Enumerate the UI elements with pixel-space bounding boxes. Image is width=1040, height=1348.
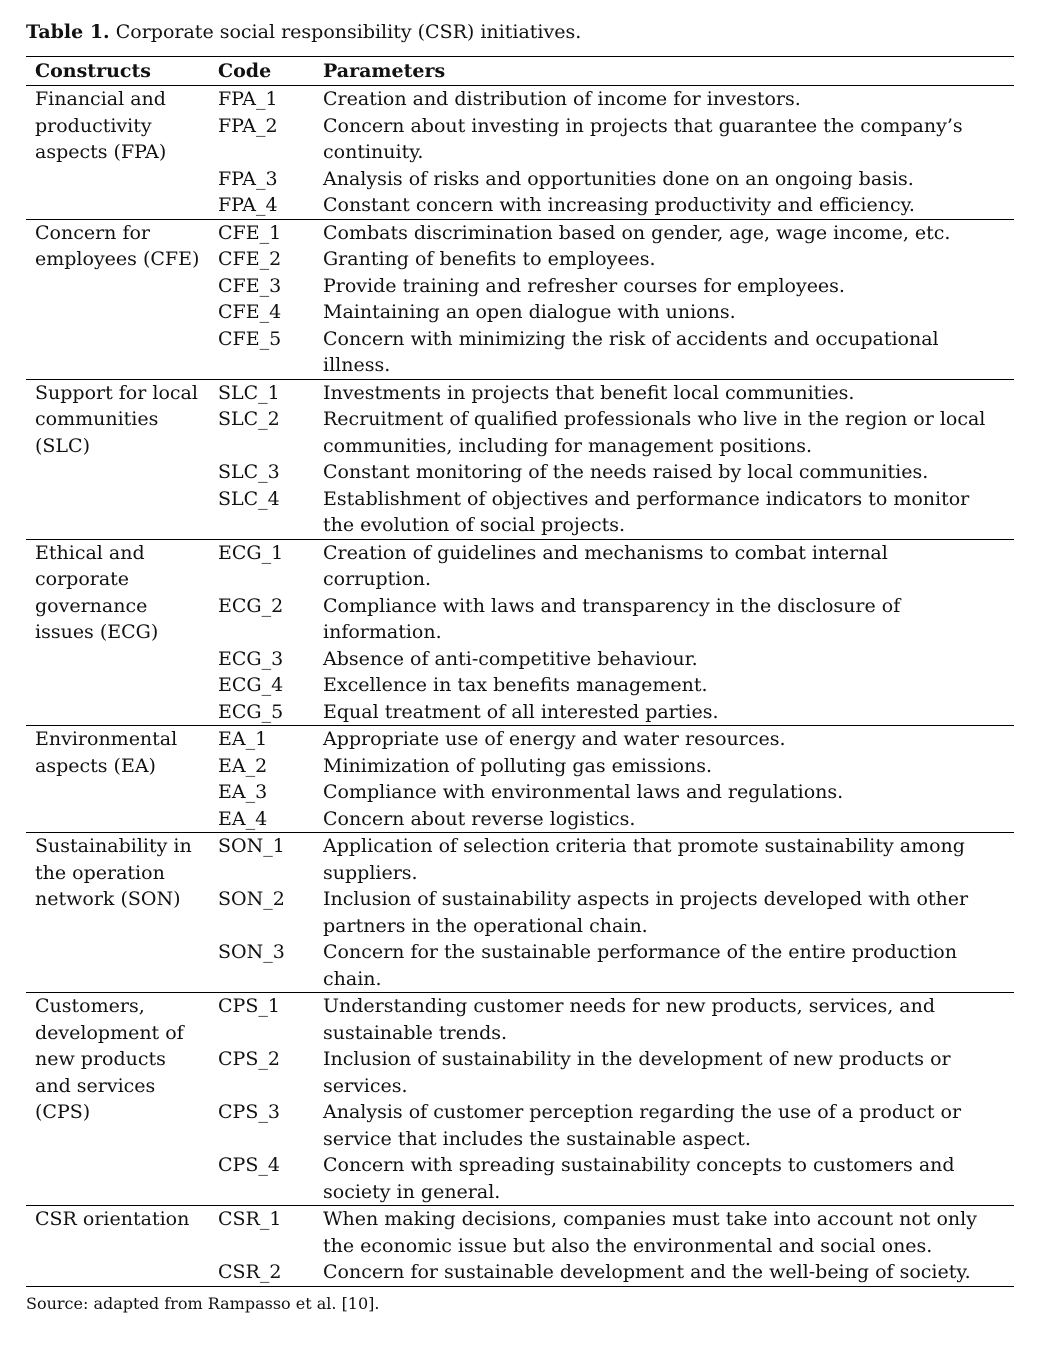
construct-group <box>26 993 1014 1206</box>
parameter-description: Recruitment of qualified professionals who live in the region or local communities, including for management positions. <box>323 408 986 457</box>
parameter-description: Minimization of polluting gas emissions. <box>323 754 713 777</box>
construct-rows <box>218 220 1014 379</box>
parameter-description: Concern about reverse logistics. <box>323 807 636 830</box>
table-row <box>218 192 1014 219</box>
table-header-row <box>26 57 1014 86</box>
table-row <box>218 779 1014 806</box>
construct-rows <box>218 86 1014 219</box>
parameter-code: CFE_2 <box>218 248 282 270</box>
table-row <box>218 406 1014 459</box>
parameter-code: ECG_4 <box>218 674 284 696</box>
table-row <box>218 699 1014 726</box>
table-row <box>218 540 1014 593</box>
table-caption-text: Corporate social responsibility (CSR) initiatives. <box>115 21 582 43</box>
parameter-description: Investments in projects that benefit local communities. <box>323 381 855 404</box>
parameter-description: Understanding customer needs for new products, services, and sustainable trends. <box>323 995 936 1044</box>
parameter-code: SLC_2 <box>218 408 280 430</box>
table-row <box>218 1046 1014 1099</box>
table-row <box>218 646 1014 673</box>
parameter-code: CPS_3 <box>218 1101 280 1123</box>
table-row <box>218 726 1014 753</box>
construct-group <box>26 380 1014 540</box>
table-row <box>218 220 1014 247</box>
table-row <box>218 593 1014 646</box>
parameter-description: Compliance with laws and transparency in the disclosure of information. <box>323 594 901 643</box>
parameter-description: Granting of benefits to employees. <box>323 248 656 270</box>
table-row <box>218 246 1014 273</box>
parameter-description: Creation of guidelines and mechanisms to combat internal corruption. <box>323 541 888 590</box>
table-row <box>218 833 1014 886</box>
table-row <box>218 1206 1014 1259</box>
parameter-code: SON_2 <box>218 888 285 910</box>
parameter-code: FPA_2 <box>218 114 278 137</box>
construct-rows <box>218 540 1014 726</box>
parameter-description: Provide training and refresher courses for employees. <box>323 274 845 297</box>
table-row <box>218 806 1014 833</box>
parameter-description: Concern with spreading sustainability concepts to customers and society in general. <box>323 1154 955 1203</box>
csr-table <box>26 56 1014 1287</box>
construct-group <box>26 220 1014 380</box>
parameter-code: ECG_1 <box>218 541 284 564</box>
parameter-description: Constant concern with increasing productivity and efficiency. <box>323 194 915 216</box>
parameter-code: SLC_1 <box>218 381 280 404</box>
parameter-description: Constant monitoring of the needs raised by local communities. <box>323 461 929 483</box>
parameter-code: EA_2 <box>218 754 268 777</box>
construct-rows <box>218 1206 1014 1286</box>
table-row <box>218 273 1014 300</box>
table-caption <box>26 20 581 44</box>
parameter-description: Absence of anti-competitive behaviour. <box>323 647 698 670</box>
parameter-description: Creation and distribution of income for investors. <box>323 88 801 110</box>
construct-rows <box>218 993 1014 1205</box>
construct-group <box>26 540 1014 727</box>
header-constructs: Constructs <box>35 60 151 82</box>
table-row <box>218 1259 1014 1286</box>
construct-rows <box>218 380 1014 539</box>
parameter-code: SLC_4 <box>218 487 280 510</box>
parameter-code: CPS_1 <box>218 995 280 1017</box>
parameter-description: Excellence in tax benefits management. <box>323 674 708 696</box>
parameter-code: ECG_2 <box>218 594 284 617</box>
parameter-description: Appropriate use of energy and water resources. <box>323 728 786 750</box>
construct-name: Concern for employees (CFE) <box>35 221 200 270</box>
parameter-description: Establishment of objectives and performance indicators to monitor the evolution of social projects. <box>323 487 970 536</box>
parameter-description: Equal treatment of all interested parties. <box>323 700 719 723</box>
parameter-description: Combats discrimination based on gender, age, wage income, etc. <box>323 221 951 244</box>
table-row <box>218 486 1014 539</box>
parameter-description: Inclusion of sustainability in the development of new products or services. <box>323 1048 951 1097</box>
parameter-description: Compliance with environmental laws and regulations. <box>323 781 844 803</box>
construct-name: Financial and productivity aspects (FPA) <box>35 88 167 163</box>
construct-name: Ethical and corporate governance issues (ECG) <box>35 541 159 643</box>
table-row <box>218 326 1014 379</box>
header-parameters: Parameters <box>323 60 446 82</box>
parameter-code: CSR_2 <box>218 1261 282 1283</box>
parameter-code: SLC_3 <box>218 461 280 483</box>
parameter-description: Analysis of customer perception regarding the use of a product or service that includes the sustainable aspect. <box>323 1101 962 1150</box>
parameter-description: Inclusion of sustainability aspects in projects developed with other partners in the operational chain. <box>323 888 969 937</box>
parameter-code: EA_4 <box>218 807 268 830</box>
header-code: Code <box>218 60 272 82</box>
parameter-description: When making decisions, companies must take into account not only the economic issue but also the environmental and social ones. <box>323 1208 977 1257</box>
parameter-code: EA_1 <box>218 728 268 750</box>
parameter-code: CFE_5 <box>218 327 282 350</box>
parameter-description: Analysis of risks and opportunities done on an ongoing basis. <box>323 167 914 190</box>
parameter-description: Concern with minimizing the risk of accidents and occupational illness. <box>323 327 939 376</box>
parameter-code: CSR_1 <box>218 1208 282 1230</box>
parameter-description: Maintaining an open dialogue with unions. <box>323 301 736 323</box>
table-row <box>218 672 1014 699</box>
parameter-code: ECG_5 <box>218 700 284 723</box>
table-row <box>218 1099 1014 1152</box>
parameter-code: SON_1 <box>218 835 285 857</box>
table-row <box>218 993 1014 1046</box>
table-row <box>218 299 1014 326</box>
parameter-code: FPA_3 <box>218 167 278 190</box>
table-row <box>218 166 1014 193</box>
construct-rows <box>218 833 1014 992</box>
parameter-code: FPA_4 <box>218 194 278 216</box>
parameter-code: CPS_2 <box>218 1048 280 1070</box>
parameter-code: CFE_3 <box>218 274 282 297</box>
parameter-description: Concern for sustainable development and the well-being of society. <box>323 1261 971 1283</box>
construct-group <box>26 86 1014 220</box>
parameter-description: Concern for the sustainable performance of the entire production chain. <box>323 941 957 990</box>
table-row <box>218 753 1014 780</box>
table-caption-label: Table 1. <box>26 21 110 43</box>
parameter-description: Concern about investing in projects that guarantee the company’s continuity. <box>323 114 963 163</box>
parameter-code: FPA_1 <box>218 88 278 110</box>
parameter-code: CFE_1 <box>218 221 282 244</box>
parameter-code: ECG_3 <box>218 647 284 670</box>
parameter-description: Application of selection criteria that promote sustainability among suppliers. <box>323 835 965 884</box>
table-row <box>218 886 1014 939</box>
table-row <box>218 380 1014 407</box>
table-row <box>218 459 1014 486</box>
table-row <box>218 113 1014 166</box>
table-source-note: Source: adapted from Rampasso et al. [10]. <box>26 1294 380 1313</box>
construct-name: Environmental aspects (EA) <box>35 728 178 777</box>
construct-rows <box>218 726 1014 832</box>
construct-group <box>26 726 1014 833</box>
table-row <box>218 1152 1014 1205</box>
construct-name: Sustainability in the operation network (SON) <box>35 835 192 910</box>
construct-group <box>26 1206 1014 1286</box>
construct-name: Support for local communities (SLC) <box>35 381 198 457</box>
construct-name: Customers, development of new products and services (CPS) <box>35 995 184 1123</box>
construct-group <box>26 833 1014 993</box>
parameter-code: SON_3 <box>218 941 285 963</box>
parameter-code: EA_3 <box>218 781 268 803</box>
table-row <box>218 939 1014 992</box>
table-body <box>26 86 1014 1286</box>
parameter-code: CFE_4 <box>218 301 282 323</box>
table-row <box>218 86 1014 113</box>
construct-name: CSR orientation <box>35 1208 190 1230</box>
parameter-code: CPS_4 <box>218 1154 280 1176</box>
